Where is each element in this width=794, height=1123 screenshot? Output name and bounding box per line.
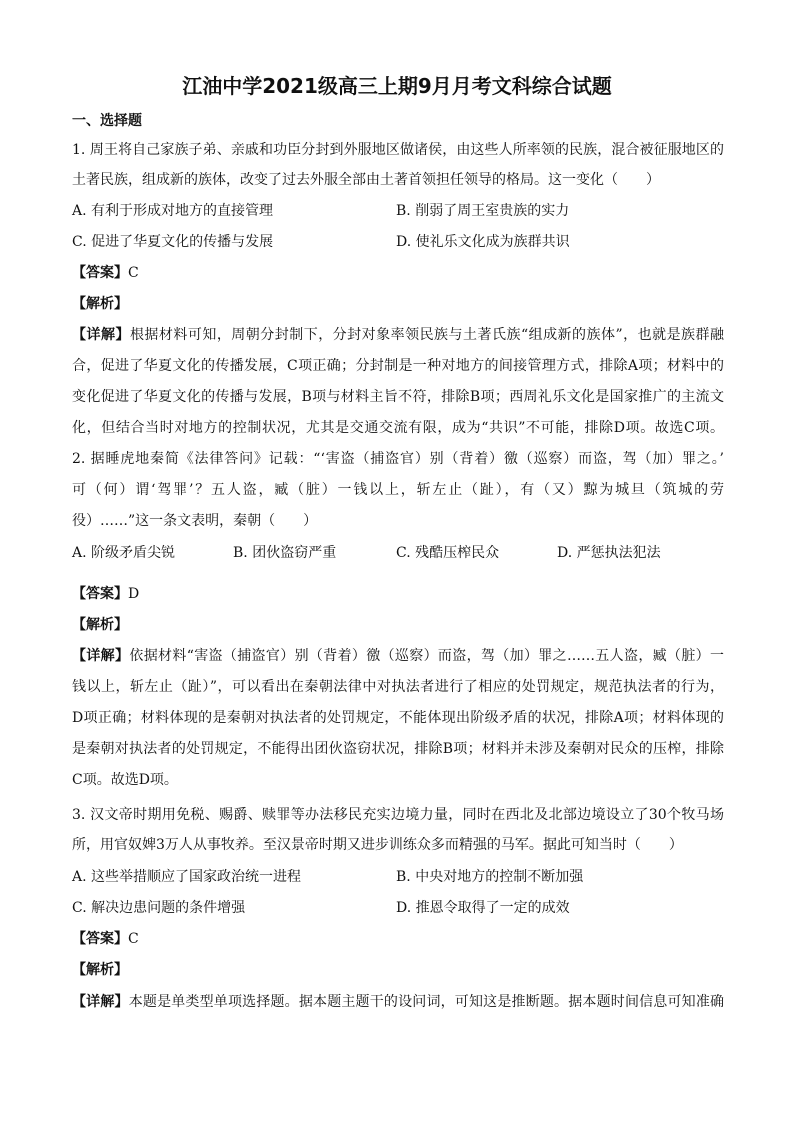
q1-analysis [72,294,128,314]
answer-value: C [128,931,139,947]
q1-answer [72,263,139,283]
answer-value: C [128,265,139,281]
q1-detail-line: 合，促进了华夏文化的传播发展，C项正确；分封制是一种对地方的间接管理方式，排除A项；材料中的 [72,358,724,374]
q2-analysis [72,615,128,635]
q2-option-d: D. 严惩执法犯法 [557,545,661,561]
q1-option-c: C. 促进了华夏文化的传播与发展 [72,234,274,250]
q1-option-d: D. 使礼乐文化成为族群共识 [396,234,570,250]
q2-detail-line: 钱以上，斩左止（趾）”，可以看出在秦朝法律中对执法者进行了相应的处罚规定，规范执法者的行为， [72,679,724,695]
analysis-label: 【解析】 [72,617,128,633]
answer-label: 【答案】 [72,931,128,947]
q1-stem-line: 1. 周王将自己家族子弟、亲戚和功臣分封到外服地区做诸侯，由这些人所率领的民族，混合被征服地区的 [72,142,724,158]
q2-stem-line: 可（何）谓‘驾罪’？五人盗，臧（脏）一钱以上，斩左止（趾），有（又）黥为城旦（筑城的劳 [72,482,724,498]
q2-option-b: B. 团伙盗窃严重 [233,545,337,561]
q3-analysis [72,960,128,980]
q3-option-b: B. 中央对地方的控制不断加强 [396,869,584,885]
q1-detail-line: 化，但结合当时对地方的控制状况，尤其是交通交流有限，成为“共识”不可能，排除D项。故选C项。 [72,420,724,436]
page-title: 江油中学2021级高三上期9月月考文科综合试题 [182,74,612,98]
detail-label: 【详解】 [72,648,130,664]
q3-stem-line: 所，用官奴婢3万人从事牧养。至汉景帝时期又进步训练众多而精强的马军。据此可知当时（ ） [72,837,683,853]
q3-option-d: D. 推恩令取得了一定的成效 [396,900,570,916]
q2-answer [72,584,139,604]
detail-label: 【详解】 [72,994,129,1010]
q1-option-a: A. 有利于形成对地方的直接管理 [72,203,274,219]
section-heading: 一、选择题 [72,113,142,129]
q2-detail-line: 【详解】依据材料“害盗（捕盗官）别（背着）徼（巡察）而盗，驾（加）罪之……五人盗，臧（脏）一 [72,648,724,664]
q3-option-a: A. 这些举措顺应了国家政治统一进程 [72,869,302,885]
q2-detail-line: C项。故选D项。 [72,772,178,788]
answer-label: 【答案】 [72,586,128,602]
analysis-label: 【解析】 [72,962,128,978]
q3-detail-line: 【详解】本题是单类型单项选择题。据本题主题干的设问词，可知这是推断题。据本题时间信息可知准确 [72,994,724,1010]
analysis-label: 【解析】 [72,296,128,312]
detail-label: 【详解】 [72,327,130,343]
q3-option-c: C. 解决边患问题的条件增强 [72,900,246,916]
q1-detail-line: 变化促进了华夏文化的传播与发展，B项与材料主旨不符，排除B项；西周礼乐文化是国家推广的主流文 [72,389,724,405]
q1-option-b: B. 削弱了周王室贵族的实力 [396,203,570,219]
q1-detail-line: 【详解】根据材料可知，周朝分封制下，分封对象率领民族与土著氏族“组成新的族体”，也就是族群融 [72,327,724,343]
q3-answer [72,929,139,949]
q2-detail-line: 是秦朝对执法者的处罚规定，不能得出团伙盗窃状况，排除B项；材料并未涉及秦朝对民众的压榨，排除 [72,741,724,757]
q2-option-a: A. 阶级矛盾尖锐 [72,545,176,561]
q2-detail-line: D项正确；材料体现的是秦朝对执法者的处罚规定，不能体现出阶级矛盾的状况，排除A项；材料体现的 [72,710,724,726]
answer-value: D [128,586,140,602]
answer-label: 【答案】 [72,265,128,281]
q3-stem-line: 3. 汉文帝时期用免税、赐爵、赎罪等办法移民充实边境力量，同时在西北及北部边境设立了30个牧马场 [72,807,724,823]
q2-option-c: C. 残酷压榨民众 [396,545,500,561]
q2-stem-line: 役）……”这一条文表明，秦朝（ ） [72,513,318,529]
q1-stem-line: 土著民族，组成新的族体，改变了过去外服全部由土著首领担任领导的格局。这一变化（ ） [72,172,660,188]
q2-stem-line: 2. 据睡虎地秦简《法律答问》记载：“‘害盗（捕盗官）别（背着）徼（巡察）而盗，驾（加）罪之。’ [72,451,724,467]
